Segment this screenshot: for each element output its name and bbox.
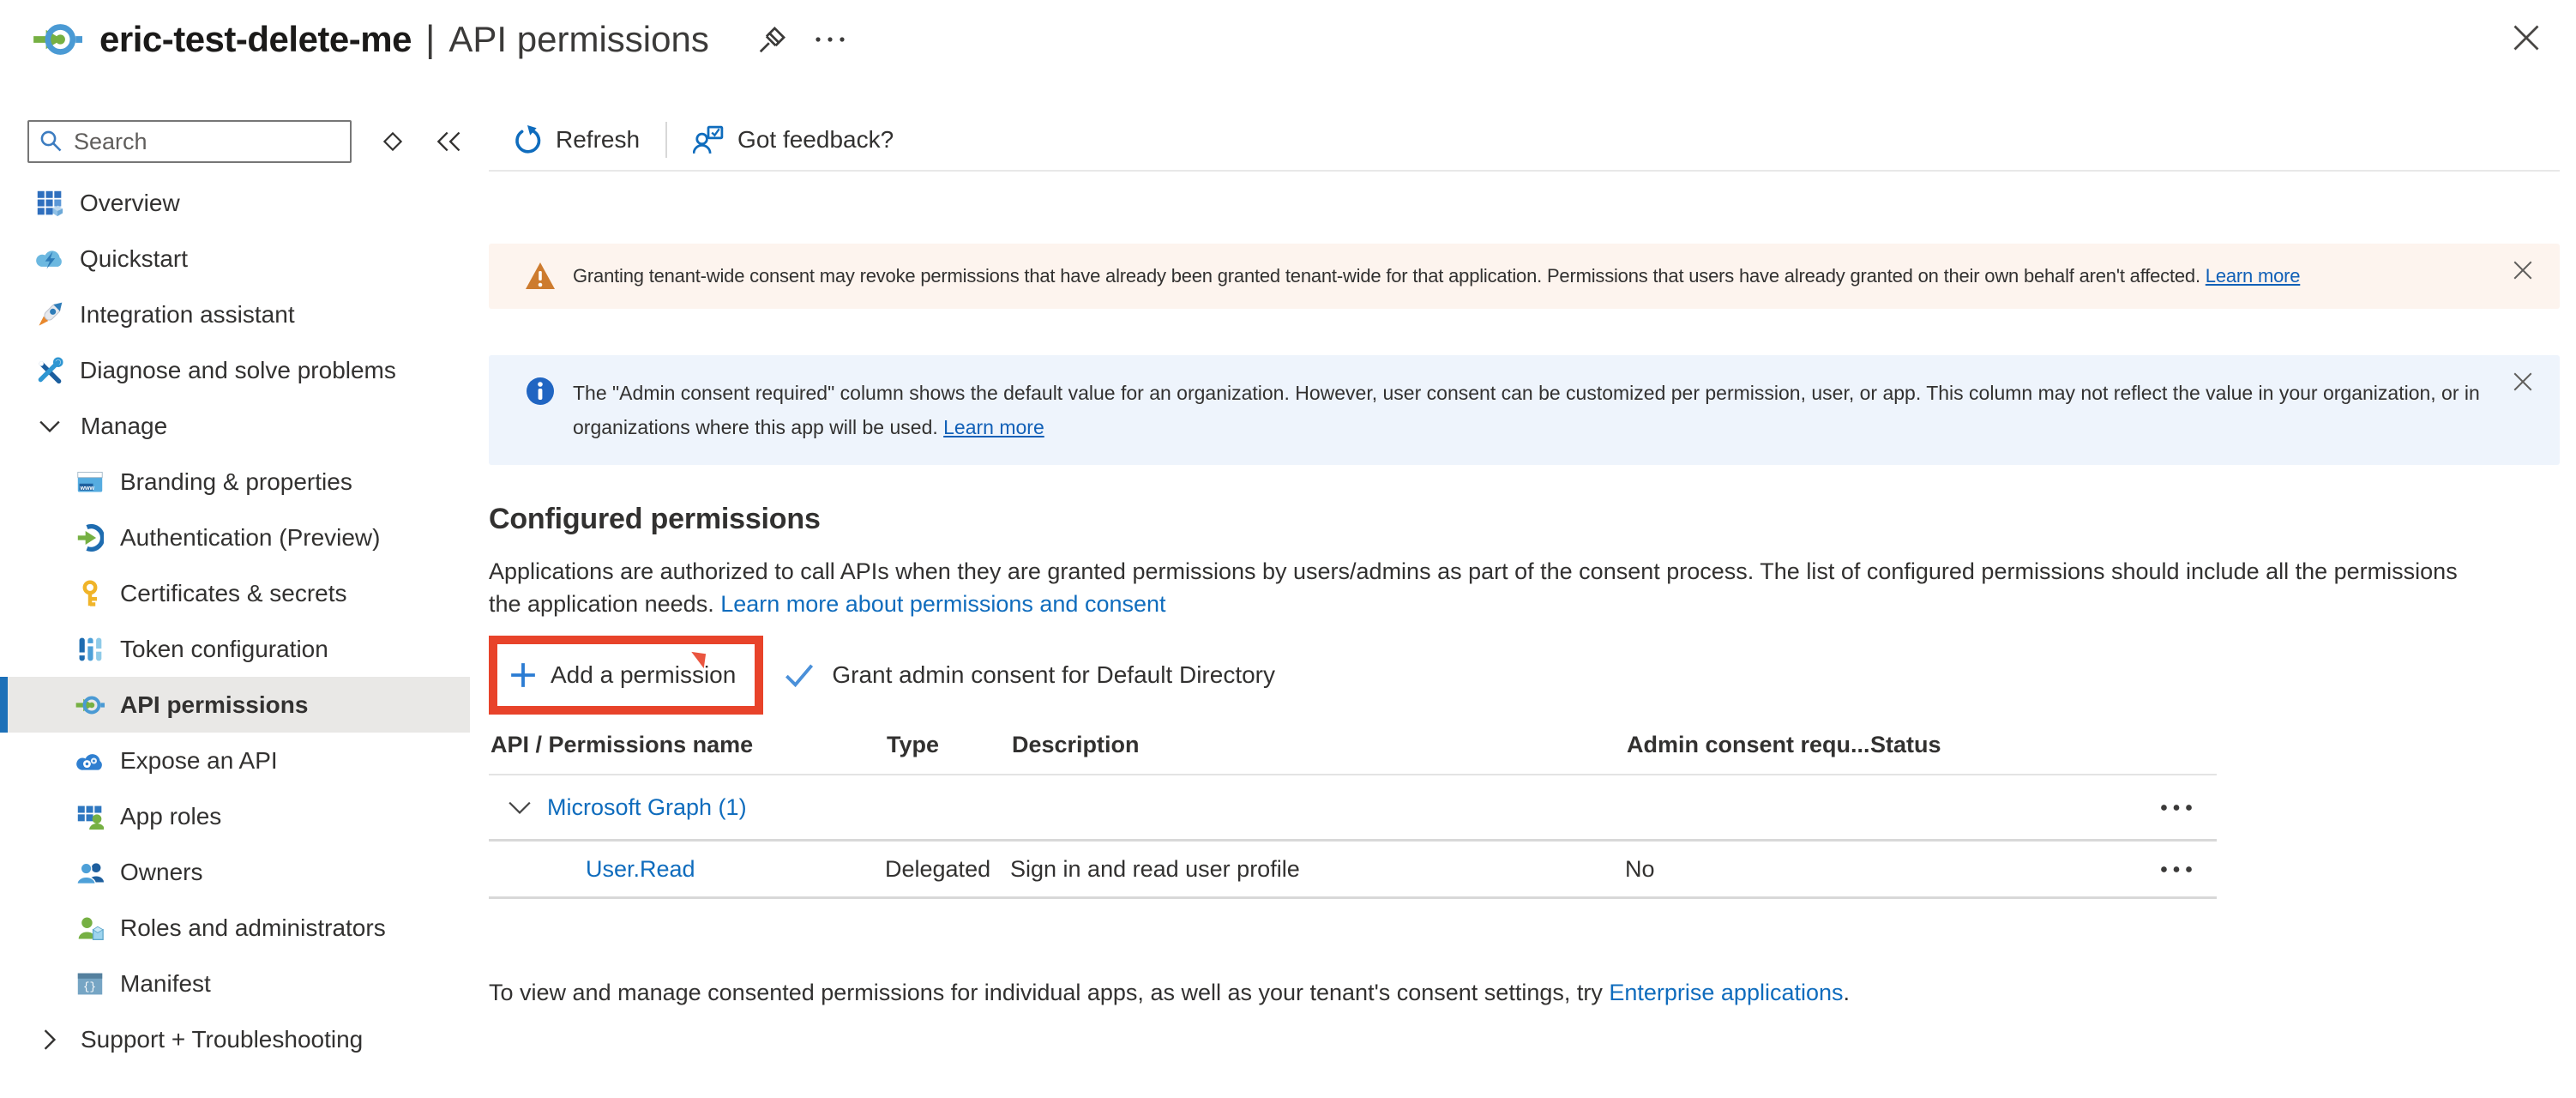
sidebar-item-label: API permissions (120, 691, 309, 718)
permission-link[interactable]: User.Read (586, 855, 695, 882)
quickstart-icon (35, 244, 64, 274)
section-title: Configured permissions (489, 503, 821, 535)
refresh-button[interactable] (513, 125, 640, 154)
sidebar-item-label: Branding & properties (120, 468, 352, 495)
row-actions-ellipsis[interactable] (2160, 866, 2193, 873)
feedback-button[interactable] (693, 125, 894, 154)
search-box[interactable] (27, 120, 352, 163)
sidebar-item-roles-administrators[interactable] (0, 900, 470, 956)
sidebar-item-label: Quickstart (80, 244, 189, 272)
permissions-consent-link[interactable]: Learn more about permissions and consent (720, 591, 1166, 617)
svg-text:www: www (80, 484, 95, 492)
sidebar-item-label: Token configuration (120, 635, 328, 662)
column-header-api-permissions-name: API / Permissions name (491, 732, 754, 757)
cursor-artifact (689, 652, 706, 668)
blade-title: API permissions (448, 19, 709, 59)
branding-icon (75, 468, 105, 497)
refresh-icon (513, 125, 542, 154)
sidebar-item-label: Owners (120, 858, 203, 885)
sidebar-item-token-configuration[interactable] (0, 621, 470, 677)
sidebar-item-label: Integration assistant (80, 300, 295, 328)
app-name: eric-test-delete-me (99, 19, 412, 59)
overview-icon (35, 189, 64, 218)
column-header-type: Type (887, 732, 940, 757)
expand-chevron-icon[interactable] (508, 795, 532, 819)
table-row (489, 775, 2217, 842)
certificates-icon (75, 579, 105, 608)
sidebar-item-label: Certificates & secrets (120, 579, 347, 606)
sidebar-item-label: Authentication (Preview) (120, 523, 381, 551)
permission-description: Sign in and read user profile (1010, 855, 1300, 882)
command-bar (489, 110, 2560, 172)
api-permissions-icon (75, 691, 105, 720)
page-header (0, 0, 2576, 79)
sidebar-item-quickstart[interactable] (0, 231, 470, 287)
sidebar-group-manage[interactable] (0, 398, 470, 454)
add-permission-label: Add a permission (551, 661, 737, 688)
enterprise-applications-link[interactable]: Enterprise applications (1609, 980, 1844, 1005)
check-icon (784, 662, 815, 688)
sidebar-item-app-roles[interactable] (0, 788, 470, 844)
footer-note (489, 980, 2560, 1006)
warning-banner (489, 244, 2560, 309)
section-description-text: Applications are authorized to call APIs when they are granted permissions by users/admins as part of the consent process. The list of configured permissions should include all the permissions the application needs. (489, 558, 2458, 617)
sidebar-item-authentication[interactable] (0, 510, 470, 565)
grant-admin-consent-label: Grant admin consent for Default Directory (832, 661, 1276, 688)
more-commands-icon[interactable] (812, 22, 850, 57)
permission-type: Delegated (885, 855, 991, 882)
sidebar-item-label: Roles and administrators (120, 914, 386, 941)
authentication-icon (75, 523, 105, 552)
info-banner (489, 355, 2560, 465)
info-close-icon[interactable] (2508, 367, 2537, 396)
toolbar-divider (665, 122, 667, 158)
section-description (489, 555, 2495, 620)
feedback-label: Got feedback? (737, 126, 894, 153)
table-row (489, 842, 2217, 899)
manifest-icon (75, 969, 105, 998)
sidebar-item-diagnose[interactable] (0, 342, 470, 398)
sidebar-item-label: App roles (120, 802, 222, 830)
footer-suffix: . (1843, 980, 1851, 1005)
app-registration-icon (33, 15, 82, 64)
warning-close-icon[interactable] (2508, 256, 2537, 285)
sidebar-item-owners[interactable] (0, 844, 470, 900)
info-icon (525, 376, 556, 407)
sidebar-item-branding[interactable] (0, 454, 470, 510)
search-input[interactable] (74, 129, 331, 155)
column-header-status: Status (1870, 732, 1941, 757)
title-separator: | (424, 18, 436, 60)
main-content (489, 110, 2560, 1006)
sidebar-group-label: Manage (81, 412, 168, 439)
integration-assistant-icon (35, 300, 64, 329)
sidebar-group-label: Support + Troubleshooting (81, 1025, 364, 1053)
feedback-icon (693, 125, 724, 154)
api-group-link[interactable]: Microsoft Graph (1) (547, 793, 747, 820)
diagnose-icon (35, 356, 64, 385)
sidebar-item-label: Manifest (120, 969, 211, 997)
close-blade-icon[interactable] (2507, 19, 2545, 57)
sidebar-item-integration-assistant[interactable] (0, 287, 470, 342)
sidebar-group-support[interactable] (0, 1011, 470, 1067)
plus-icon (509, 661, 537, 689)
page-title (99, 18, 709, 61)
chevron-down-icon (38, 414, 62, 438)
row-actions-ellipsis[interactable] (2160, 804, 2193, 811)
collapse-menu-icon[interactable] (434, 126, 465, 157)
sidebar-item-label: Diagnose and solve problems (80, 356, 396, 383)
permissions-table (489, 725, 2217, 899)
roles-administrators-icon (75, 914, 105, 943)
sidebar-nav (0, 175, 470, 1067)
sidebar (0, 110, 470, 1067)
sidebar-item-api-permissions[interactable] (0, 677, 470, 733)
table-header-row (489, 725, 2217, 775)
grant-admin-consent-button[interactable] (784, 661, 1275, 689)
sidebar-item-certificates[interactable] (0, 565, 470, 621)
reorder-icon[interactable] (377, 126, 408, 157)
sidebar-item-label: Expose an API (120, 746, 278, 774)
search-icon (39, 130, 63, 154)
warning-icon (525, 261, 556, 292)
permission-admin-consent: No (1625, 855, 1655, 882)
sidebar-item-overview[interactable] (0, 175, 470, 231)
sidebar-search-row (27, 120, 470, 163)
sidebar-item-manifest[interactable] (0, 956, 470, 1011)
column-header-admin-consent: Admin consent requ... (1627, 732, 1870, 757)
warning-text: Granting tenant-wide consent may revoke permissions that have already been granted tenant-wide for that application. Permissions that users have already granted on their own behalf aren't affected. Learn more (573, 265, 2301, 287)
refresh-label: Refresh (556, 126, 641, 153)
token-configuration-icon (75, 635, 105, 664)
column-header-description: Description (1012, 732, 1140, 757)
warning-learn-more-link[interactable]: Learn more (2205, 265, 2301, 287)
svg-text:{}: {} (83, 980, 96, 993)
info-learn-more-link[interactable]: Learn more (943, 416, 1044, 438)
expose-api-icon (75, 746, 105, 775)
sidebar-item-expose-api[interactable] (0, 733, 470, 788)
info-text: The "Admin consent required" column shows the default value for an organization. However, user consent can be customized per permission, user, or app. This column may not reflect the value in your organization, or in organizations where this app will be used. Learn more (573, 382, 2480, 438)
chevron-right-icon (38, 1028, 62, 1052)
permission-actions (489, 636, 2560, 715)
owners-icon (75, 858, 105, 887)
annotation-highlight-box (489, 636, 763, 715)
sidebar-item-label: Overview (80, 189, 180, 216)
app-roles-icon (75, 802, 105, 831)
footer-text: To view and manage consented permissions for individual apps, as well as your tenant's consent settings, try (489, 980, 1610, 1005)
pin-icon[interactable] (755, 22, 790, 57)
